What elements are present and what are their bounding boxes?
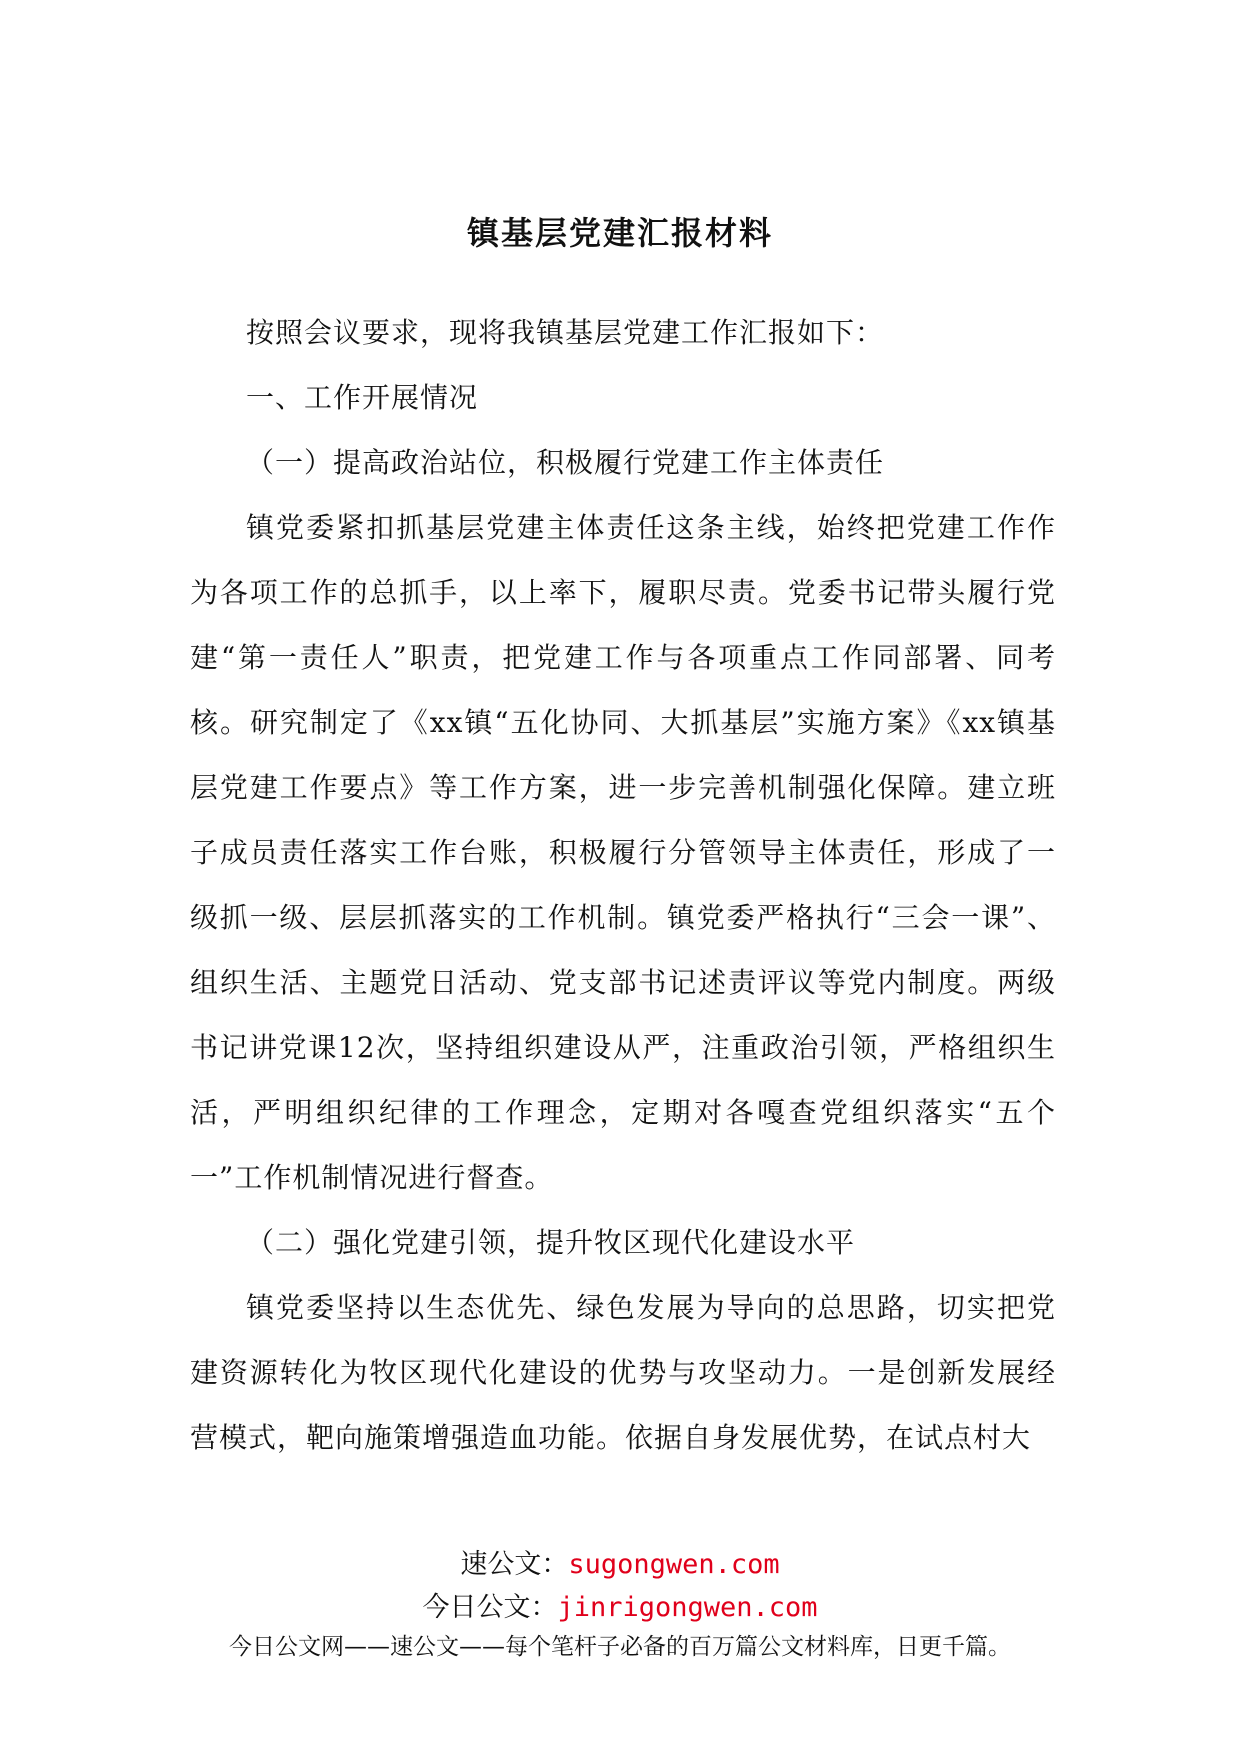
subsection-heading-2: （二）强化党建引领，提升牧区现代化建设水平 [246, 1226, 856, 1259]
footer-sugongwen [0, 1542, 1240, 1581]
intro-paragraph: 按照会议要求，现将我镇基层党建工作汇报如下： [246, 316, 885, 349]
document-title: 镇基层党建汇报材料 [466, 214, 773, 252]
document-body [190, 300, 1056, 1470]
footer-tagline: 今日公文网——速公文——每个笔杆子必备的百万篇公文材料库，日更千篇。 [229, 1634, 1011, 1660]
body-paragraph-1: 镇党委紧扣抓基层党建主体责任这条主线，始终把党建工作作为各项工作的总抓手，以上率下，履职尽责。党委书记带头履行党建“第一责任人”职责，把党建工作与各项重点工作同部署、同考核。研究制定了《xx镇“五化协同、大抓基层”实施方案》《xx镇基层党建工作要点》等工作方案，进一步完善机制强化保障。建立班子成员责任落实工作台账，积极履行分管领导主体责任，形成了一级抓一级、层层抓落实的工作机制。镇党委严格执行“三会一课”、组织生活、主题党日活动、党支部书记述责评议等党内制度。两级书记讲党课12次，坚持组织建设从严，注重政治引领，严格组织生活，严明组织纪律的工作理念，定期对各嘎查党组织落实“五个一”工作机制情况进行督查。 [190, 511, 1056, 1194]
footer-link-jinrigongwen[interactable]: jinrigongwen.com [557, 1592, 818, 1623]
body-paragraph-2: 镇党委坚持以生态优先、绿色发展为导向的总思路，切实把党建资源转化为牧区现代化建设的优势与攻坚动力。一是创新发展经营模式，靶向施策增强造血功能。依据自身发展优势，在试点村大 [190, 1291, 1056, 1454]
footer-label-1: 速公文： [460, 1549, 569, 1580]
footer-label-2: 今日公文： [422, 1592, 558, 1623]
footer-link-sugongwen[interactable]: sugongwen.com [568, 1549, 780, 1580]
footer-jinrigongwen [0, 1585, 1240, 1624]
section-heading: 一、工作开展情况 [246, 381, 479, 414]
subsection-heading-1: （一）提高政治站位，积极履行党建工作主体责任 [246, 446, 885, 479]
